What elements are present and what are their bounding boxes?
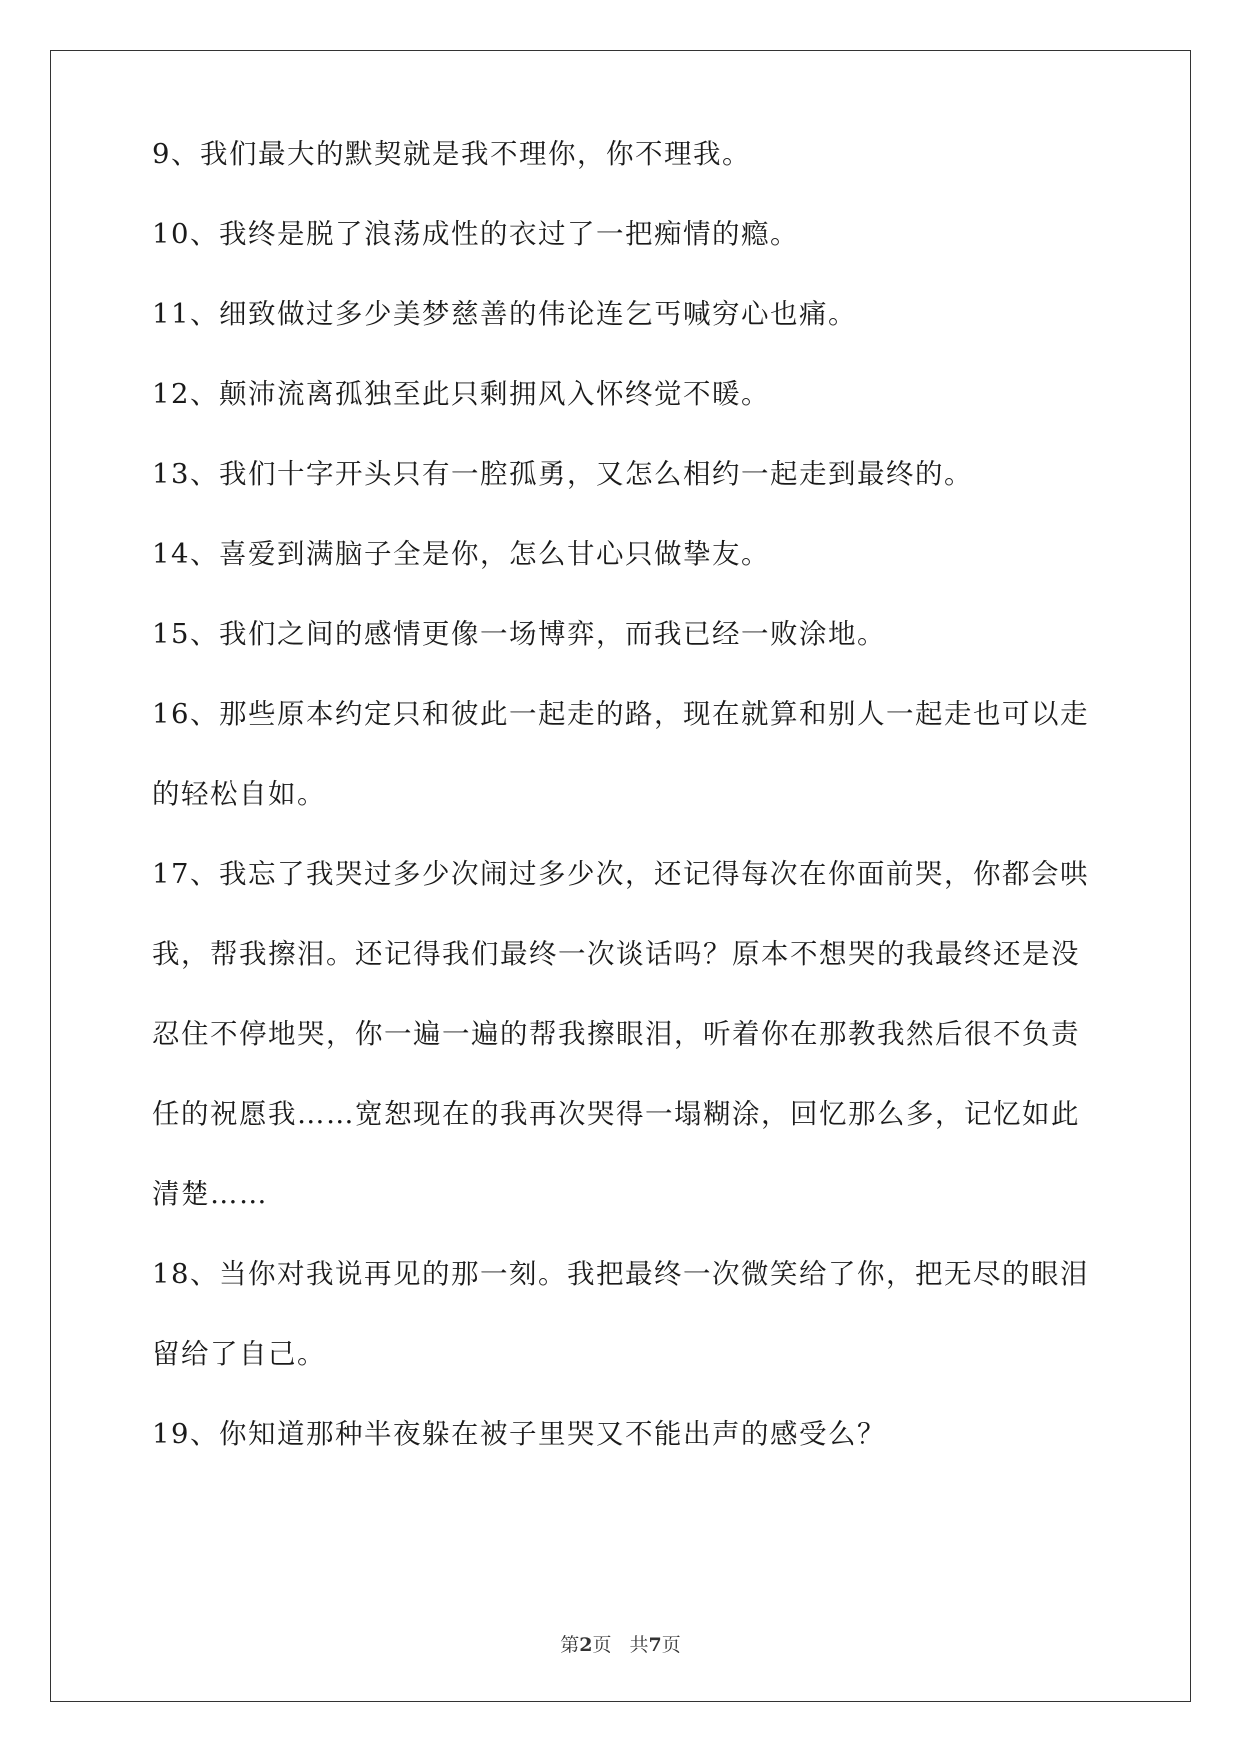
total-page-count: 7 [648,1634,662,1656]
paragraph-18: 18、当你对我说再见的那一刻。我把最终一次微笑给了你，把无尽的眼泪留给了自己。 [152,1258,1089,1370]
paragraph-15: 15、我们之间的感情更像一场博弈，而我已经一败涂地。 [152,618,886,650]
paragraph-14: 14、喜爱到满脑子全是你，怎么甘心只做挚友。 [152,538,770,570]
paragraph-10: 10、我终是脱了浪荡成性的衣过了一把痴情的瘾。 [152,218,799,250]
paragraph-11: 11、细致做过多少美梦慈善的伟论连乞丐喊穷心也痛。 [152,298,857,330]
document-body [152,138,1096,1474]
paragraph-16: 16、那些原本约定只和彼此一起走的路，现在就算和别人一起走也可以走的轻松自如。 [152,698,1089,810]
paragraph-13: 13、我们十字开头只有一腔孤勇，又怎么相约一起走到最终的。 [152,458,973,490]
footer-total-suffix: 页 [661,1634,681,1656]
paragraph-19: 19、你知道那种半夜躲在被子里哭又不能出声的感受么？ [152,1418,886,1450]
footer-page-suffix: 页 [592,1634,612,1656]
paragraph-17: 17、我忘了我哭过多少次闹过多少次，还记得每次在你面前哭，你都会哄我，帮我擦泪。还记得我们最终一次谈话吗？原本不想哭的我最终还是没忍住不停地哭，你一遍一遍的帮我擦眼泪，听着你在那教我然后很不负责任的祝愿我……宽恕现在的我再次哭得一塌糊涂，回忆那么多，记忆如此清楚…… [152,858,1089,1210]
paragraph-9: 9、我们最大的默契就是我不理你，你不理我。 [152,138,751,170]
footer-prefix: 第 [560,1634,580,1656]
page-footer [0,1630,1241,1657]
current-page-number: 2 [579,1634,593,1656]
paragraph-12: 12、颠沛流离孤独至此只剩拥风入怀终觉不暖。 [152,378,770,410]
footer-total-prefix: 共 [629,1634,649,1656]
